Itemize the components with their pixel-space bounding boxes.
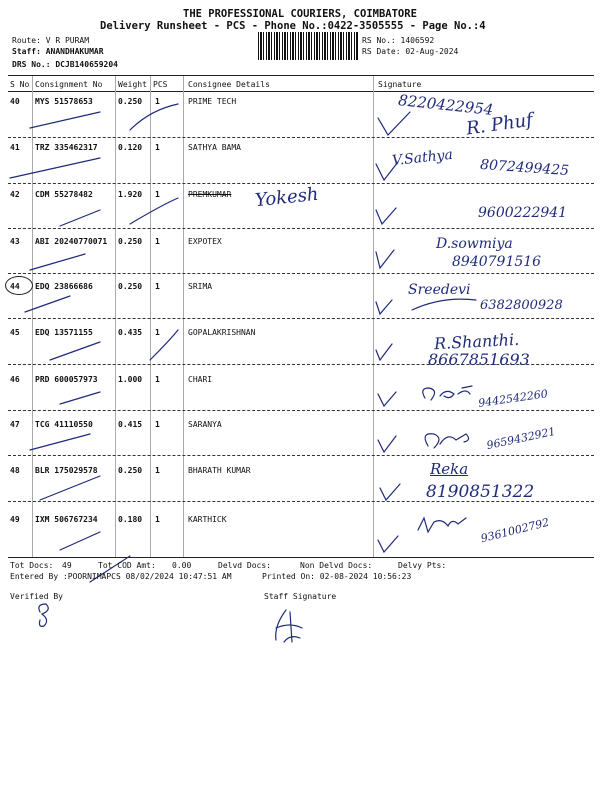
row-sno: 40 bbox=[10, 97, 20, 106]
row-consignment: IXM 506767234 bbox=[35, 515, 98, 524]
row-pcs: 1 bbox=[155, 282, 160, 291]
row-pcs: 1 bbox=[155, 328, 160, 337]
tick-mark bbox=[378, 436, 396, 452]
pen-stroke bbox=[30, 434, 90, 450]
scribble bbox=[418, 518, 466, 532]
handwritten-signature: V.Sathya bbox=[391, 146, 454, 170]
row-separator bbox=[8, 183, 594, 184]
tick-mark bbox=[376, 300, 392, 314]
handwritten-phone: 9361002792 bbox=[479, 515, 551, 546]
col-header-weight: Weight bbox=[118, 80, 147, 89]
row-consignment: EDQ 23866686 bbox=[35, 282, 93, 291]
drs-number: DRS No.: DCJB140659204 bbox=[12, 60, 118, 69]
handwritten-signature: D.sowmiya bbox=[436, 236, 513, 252]
row-pcs: 1 bbox=[155, 237, 160, 246]
row-weight: 0.435 bbox=[118, 328, 143, 337]
handwritten-phone: 8940791516 bbox=[452, 254, 542, 270]
pen-stroke bbox=[130, 104, 178, 130]
col-header-sno: S No bbox=[10, 80, 30, 89]
row-separator bbox=[8, 410, 594, 411]
pen-stroke bbox=[30, 112, 100, 128]
handwritten-phone: 8072499425 bbox=[479, 156, 570, 180]
row-consignment: EDQ 13571155 bbox=[35, 328, 93, 337]
row-sno: 46 bbox=[10, 375, 20, 384]
pen-stroke bbox=[60, 210, 100, 226]
row-consignment: ABI 20240770071 bbox=[35, 237, 108, 246]
column-divider bbox=[115, 76, 116, 558]
pen-stroke bbox=[10, 158, 100, 178]
rs-date: RS Date: 02-Aug-2024 bbox=[362, 47, 459, 56]
handwritten-phone: 6382800928 bbox=[480, 298, 563, 313]
handwritten-phone: 9659432921 bbox=[485, 424, 557, 453]
handwritten-note: 8220422954 bbox=[397, 91, 495, 119]
row-sno: 48 bbox=[10, 466, 20, 475]
row-pcs: 1 bbox=[155, 515, 160, 524]
row-pcs: 1 bbox=[155, 466, 160, 475]
scribble bbox=[425, 434, 468, 448]
table-header-border bbox=[8, 91, 594, 92]
row-sno: 42 bbox=[10, 190, 20, 199]
column-divider bbox=[32, 76, 33, 558]
row-consignment: TCG 41110550 bbox=[35, 420, 93, 429]
handwritten-signature: Reka bbox=[430, 460, 469, 478]
column-divider bbox=[373, 76, 374, 558]
row-sno: 49 bbox=[10, 515, 20, 524]
row-weight: 0.180 bbox=[118, 515, 143, 524]
staff-label: Staff: ANANDHAKUMAR bbox=[12, 47, 104, 56]
row-consignee: SARANYA bbox=[188, 420, 222, 429]
route-label: Route: V R PURAM bbox=[12, 36, 90, 45]
col-header-pcs: PCS bbox=[153, 80, 168, 89]
verified-by-label: Verified By bbox=[10, 592, 63, 601]
tick-mark bbox=[376, 344, 392, 360]
row-consignment: TRZ 335462317 bbox=[35, 143, 98, 152]
row-separator bbox=[8, 228, 594, 229]
tot-cod-label: Tot COD Amt: bbox=[98, 561, 156, 570]
row-consignee: PREMKUMAR bbox=[188, 190, 232, 199]
verified-signature bbox=[39, 604, 48, 626]
runsheet-subtitle: Delivery Runsheet - PCS - Phone No.:0422-3505555 - Page No.:4 bbox=[100, 20, 486, 32]
tot-docs-value: 49 bbox=[62, 561, 72, 570]
row-consignee: BHARATH KUMAR bbox=[188, 466, 251, 475]
row-consignment: PRD 600057973 bbox=[35, 375, 98, 384]
pen-stroke bbox=[130, 198, 178, 224]
row-pcs: 1 bbox=[155, 190, 160, 199]
row-consignee: EXPOTEX bbox=[188, 237, 222, 246]
row-separator bbox=[8, 455, 594, 456]
tick-mark bbox=[376, 250, 394, 268]
row-weight: 1.000 bbox=[118, 375, 143, 384]
pen-stroke bbox=[40, 476, 100, 500]
printed-on: Printed On: 02-08-2024 10:56:23 bbox=[262, 572, 412, 581]
rs-number: RS No.: 1406592 bbox=[362, 36, 435, 45]
row-sno: 43 bbox=[10, 237, 20, 246]
tick-mark bbox=[376, 208, 396, 224]
pen-stroke bbox=[50, 342, 100, 360]
row-weight: 0.250 bbox=[118, 466, 143, 475]
tick-mark bbox=[378, 536, 398, 552]
row-pcs: 1 bbox=[155, 143, 160, 152]
row-weight: 1.920 bbox=[118, 190, 143, 199]
table-bottom-border bbox=[8, 557, 594, 558]
row-sno: 41 bbox=[10, 143, 20, 152]
tot-cod-value: 0.00 bbox=[172, 561, 192, 570]
scribble bbox=[412, 299, 476, 310]
row-separator bbox=[8, 273, 594, 274]
delvy-pts-label: Delvy Pts: bbox=[398, 561, 447, 570]
row-consignee: GOPALAKRISHNAN bbox=[188, 328, 256, 337]
row-sno: 44 bbox=[10, 282, 20, 291]
row-pcs: 1 bbox=[155, 375, 160, 384]
handwritten-signature: Yokesh bbox=[254, 183, 320, 212]
staff-signature-label: Staff Signature bbox=[264, 592, 337, 601]
row-sno: 47 bbox=[10, 420, 20, 429]
handwritten-phone: 8190851322 bbox=[426, 482, 535, 502]
handwritten-phone: 8667851693 bbox=[428, 350, 530, 369]
col-header-signature: Signature bbox=[378, 80, 422, 89]
table-top-border bbox=[8, 75, 594, 76]
pen-stroke bbox=[60, 392, 100, 404]
row-consignment: MYS 51578653 bbox=[35, 97, 93, 106]
delvd-docs-label: Delvd Docs: bbox=[218, 561, 271, 570]
handwritten-signature: Sreedevi bbox=[408, 282, 471, 298]
row-consignee: SATHYA BAMA bbox=[188, 143, 241, 152]
column-divider bbox=[150, 76, 151, 558]
row-consignee: PRIME TECH bbox=[188, 97, 237, 106]
row-weight: 0.120 bbox=[118, 143, 143, 152]
scribble bbox=[423, 386, 472, 400]
pen-stroke bbox=[30, 254, 85, 270]
row-consignee: CHARI bbox=[188, 375, 213, 384]
row-weight: 0.250 bbox=[118, 282, 143, 291]
staff-signature-mark bbox=[276, 610, 302, 642]
handwritten-phone: 9442542260 bbox=[477, 387, 549, 410]
handwritten-phone: 9600222941 bbox=[478, 205, 568, 221]
column-divider bbox=[183, 76, 184, 558]
row-separator bbox=[8, 137, 594, 138]
tick-mark bbox=[378, 392, 396, 406]
row-consignment: CDM 55278482 bbox=[35, 190, 93, 199]
row-weight: 0.250 bbox=[118, 97, 143, 106]
tick-mark bbox=[380, 484, 400, 500]
company-title: THE PROFESSIONAL COURIERS, COIMBATORE bbox=[183, 8, 417, 20]
non-delvd-docs-label: Non Delvd Docs: bbox=[300, 561, 373, 570]
row-consignment: BLR 175029578 bbox=[35, 466, 98, 475]
handwritten-signature: R. Phuf bbox=[464, 109, 535, 140]
pen-stroke bbox=[60, 532, 100, 550]
tot-docs-label: Tot Docs: bbox=[10, 561, 54, 570]
row-sno: 45 bbox=[10, 328, 20, 337]
row-weight: 0.415 bbox=[118, 420, 143, 429]
row-consignee: KARTHICK bbox=[188, 515, 227, 524]
col-header-consignment: Consignment No bbox=[35, 80, 103, 89]
row-pcs: 1 bbox=[155, 420, 160, 429]
entered-by: Entered By :POORNIMAPCS 08/02/2024 10:47:51 AM bbox=[10, 572, 232, 581]
row-consignee: SRIMA bbox=[188, 282, 213, 291]
row-pcs: 1 bbox=[155, 97, 160, 106]
row-separator bbox=[8, 318, 594, 319]
barcode-image bbox=[258, 32, 358, 60]
tick-mark bbox=[378, 112, 410, 135]
col-header-consignee: Consignee Details bbox=[188, 80, 270, 89]
handwritten-signature: R.Shanthi. bbox=[433, 329, 520, 354]
row-weight: 0.250 bbox=[118, 237, 143, 246]
